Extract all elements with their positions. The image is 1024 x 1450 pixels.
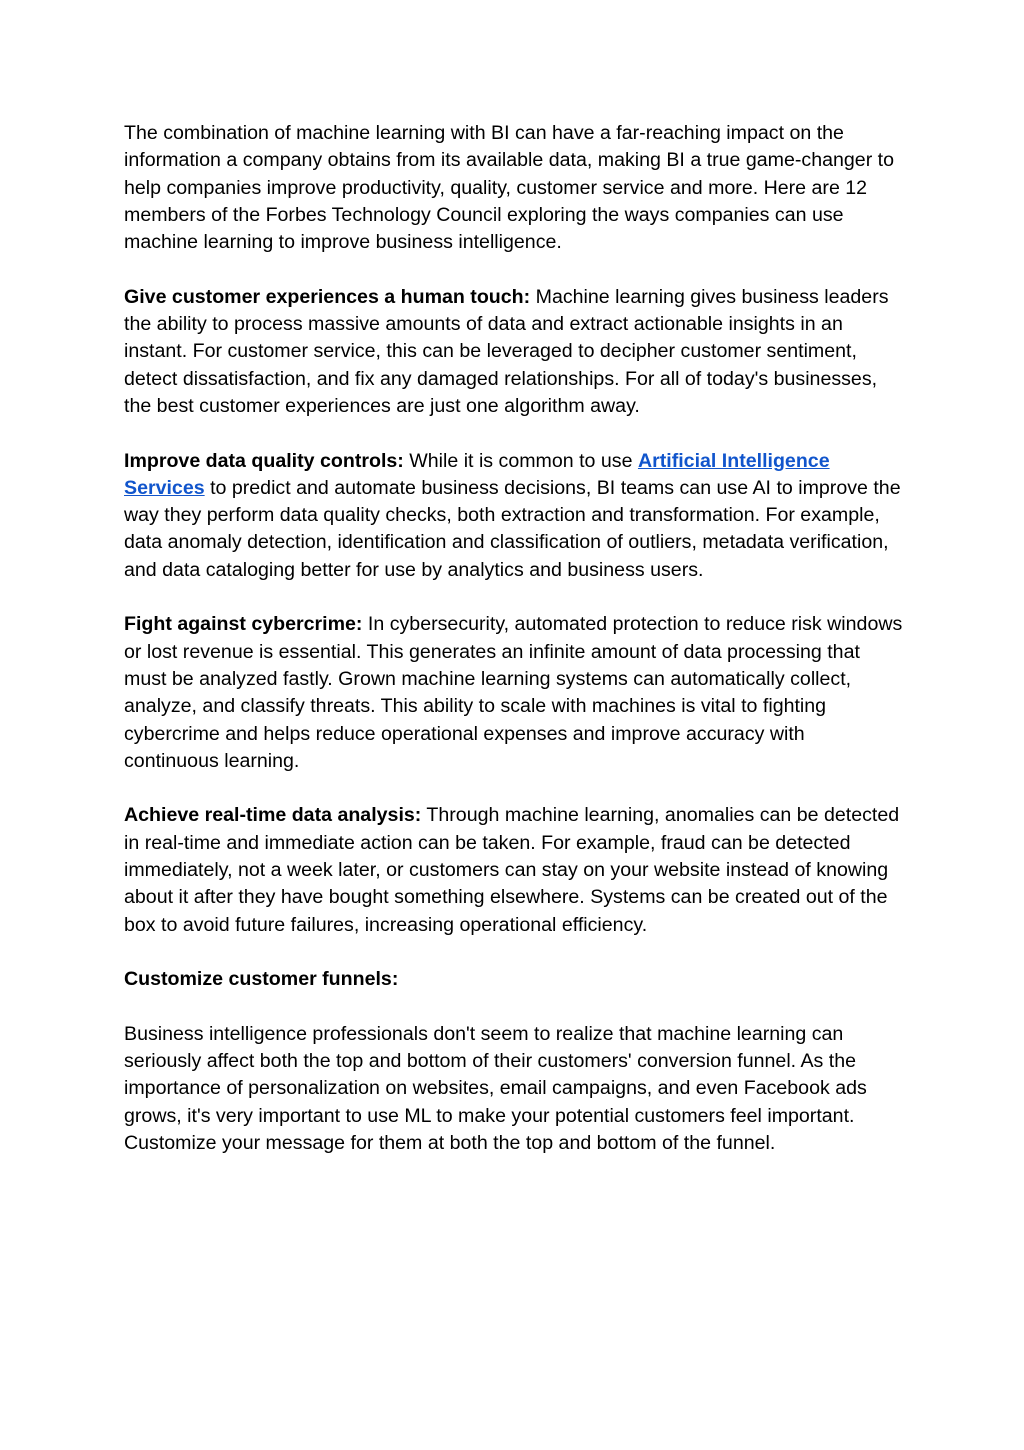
section-real-time bbox=[124, 802, 904, 938]
section-body-before-link: While it is common to use bbox=[409, 449, 633, 472]
section-heading: Fight against cybercrime: bbox=[124, 613, 363, 636]
intro-paragraph: The combination of machine learning with BI can have a far-reaching impact on the information a company obtains from its available data, making BI a true game-changer to help companies improve productivity, quality, customer service and more. Here are 12 members of the Forbes Technology Council exploring the ways companies can use machine learning to improve business intelligence. bbox=[124, 122, 895, 254]
section-heading: Improve data quality controls: bbox=[124, 449, 404, 472]
section-human-touch bbox=[124, 284, 904, 420]
section-heading: Give customer experiences a human touch: bbox=[124, 285, 531, 308]
section-body: Machine learning gives business leaders the ability to process massive amounts of data and extract actionable insights in an instant. For customer service, this can be leveraged to decipher customer sentiment, detect dissatisfaction, and fix any damaged relationships. For all of today's businesses, the best customer experiences are just one algorithm away. bbox=[124, 285, 889, 417]
section-funnels-heading: Customize customer funnels: bbox=[124, 968, 399, 991]
section-heading: Achieve real-time data analysis: bbox=[124, 804, 422, 827]
ai-services-link[interactable]: Artificial Intelligence Services bbox=[124, 449, 830, 499]
section-body: Through machine learning, anomalies can be detected in real-time and immediate action can be taken. For example, fraud can be detected immediately, not a week later, or customers can stay on your website instead of knowing about it after they have bought something elsewhere. Systems can be created out of the box to avoid future failures, increasing operational efficiency. bbox=[124, 804, 900, 936]
document-page bbox=[124, 120, 904, 1185]
section-data-quality bbox=[124, 448, 904, 584]
section-funnels-body: Business intelligence professionals don't seem to realize that machine learning can seriously affect both the top and bottom of their customers' conversion funnel. As the importance of personalization on websites, email campaigns, and even Facebook ads grows, it's very important to use ML to make your potential customers feel important. Customize your message for them at both the top and bottom of the funnel. bbox=[124, 1022, 867, 1154]
section-body-after-link: to predict and automate business decisions, BI teams can use AI to improve the way they perform data quality checks, both extraction and transformation. For example, data anomaly detection, identification and classification of outliers, metadata verification, and data cataloging better for use by analytics and business users. bbox=[124, 476, 901, 581]
section-body: In cybersecurity, automated protection to reduce risk windows or lost revenue is essential. This generates an infinite amount of data processing that must be analyzed fastly. Grown machine learning systems can automatically collect, analyze, and classify threats. This ability to scale with machines is vital to fighting cybercrime and helps reduce operational expenses and improve accuracy with continuous learning. bbox=[124, 613, 903, 772]
section-cybercrime bbox=[124, 611, 904, 775]
